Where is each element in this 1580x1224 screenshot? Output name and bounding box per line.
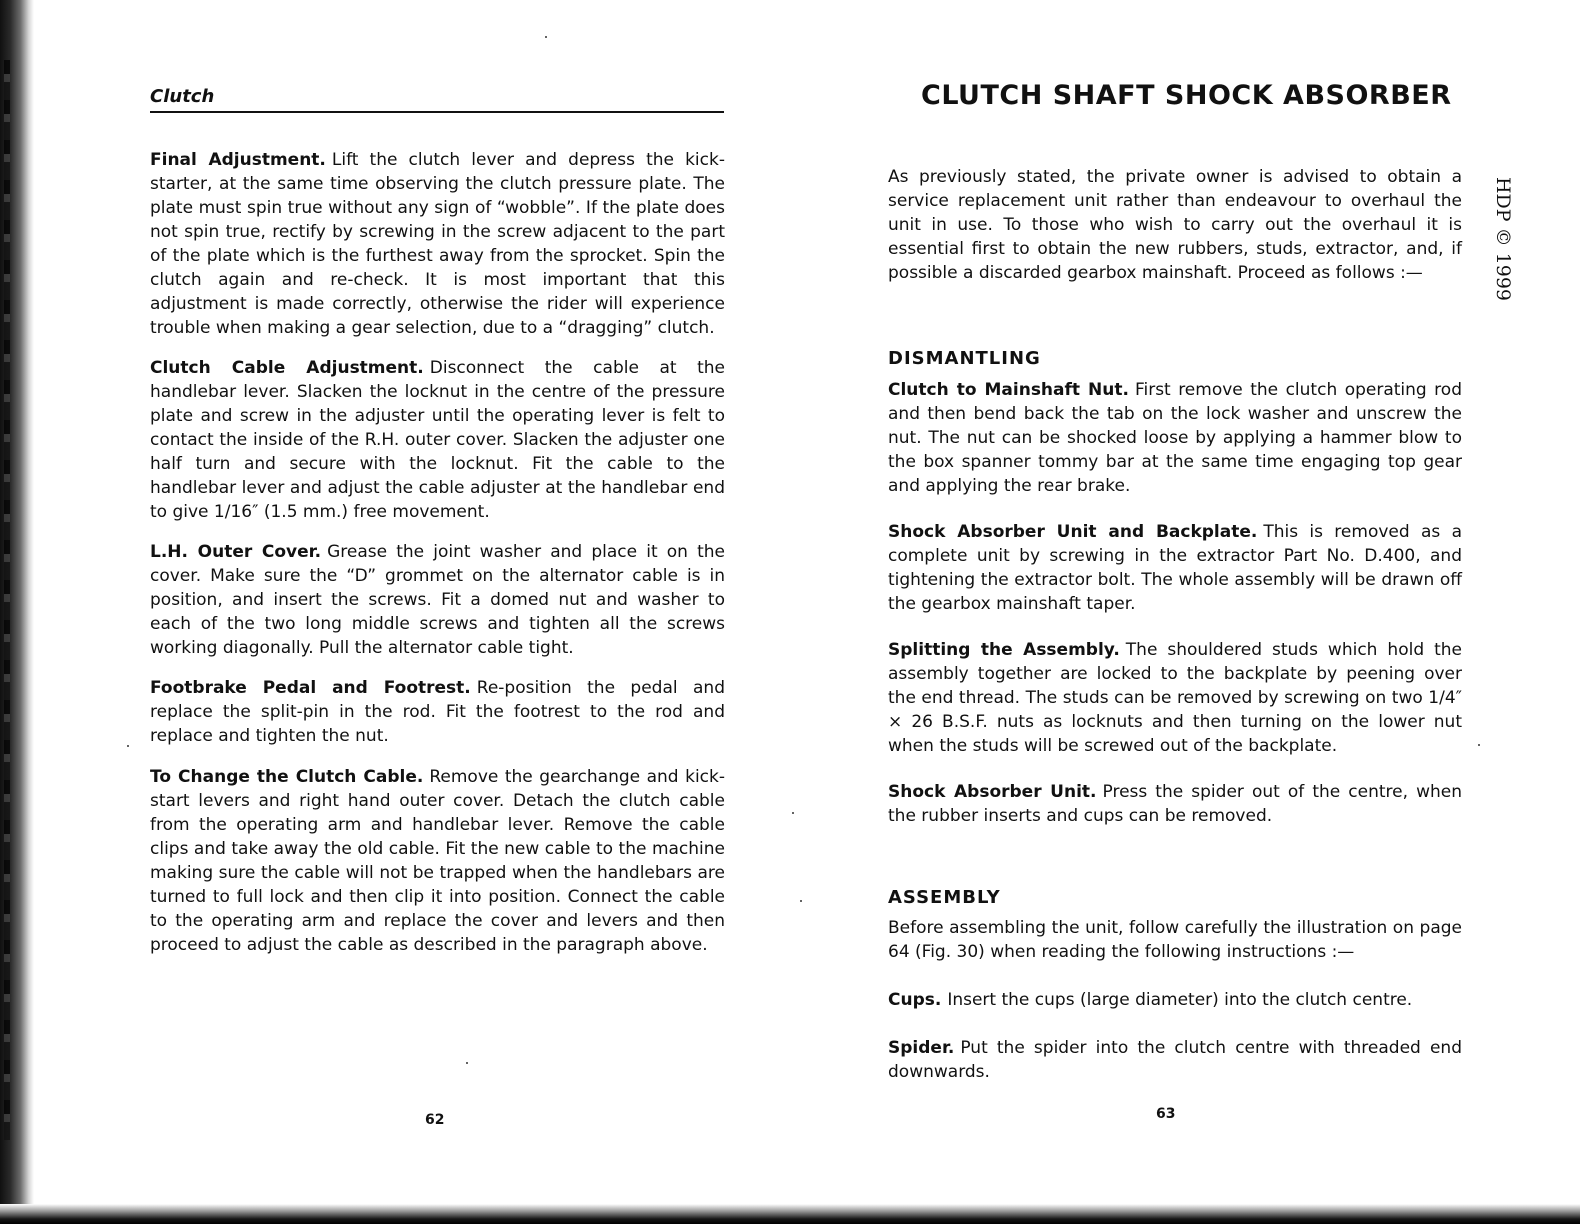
paragraph-lead: Footbrake Pedal and Footrest. [150, 678, 471, 698]
paragraph-text: First remove the clutch operating rod and then bend back the tab on the lock washer and unscrew the nut. The nut can be shocked loose by applying a hammer blow to the box spanner tommy bar at the same time engaging top gear and applying the rear brake. [888, 380, 1462, 496]
scan-speck [466, 1062, 468, 1064]
paragraph-clutch-mainshaft-nut [888, 378, 1462, 498]
running-head: Clutch [150, 86, 215, 107]
scan-speck [545, 36, 547, 38]
paragraph-text: Lift the clutch lever and depress the kick-starter, at the same time observing the clutch pressure plate. The plate must spin true without any sign of “wobble”. If the plate does not spin true, rectify by screwing in the screw adjacent to the part of the plate which is the furthest away from the sprocket. Spin the clutch again and re-check. It is most important that this adjustment is made correctly, otherwise the rider will experience trouble when making a gear selection, due to a “dragging” clutch. [150, 150, 725, 338]
left-page [150, 0, 725, 1200]
right-page [888, 0, 1468, 1200]
paragraph-text: Put the spider into the clutch centre with threaded end downwards. [888, 1038, 1462, 1082]
paragraph-text: Grease the joint washer and place it on the cover. Make sure the “D” grommet on the alternator cable is in position, and insert the screws. Fit a domed nut and washer to each of the two long middle screws and tighten all the screws working diagonally. Pull the alternator cable tight. [150, 542, 725, 658]
paragraph-lead: Cups. [888, 990, 942, 1010]
paragraph-final-adjustment [150, 148, 725, 340]
paragraph-text: Remove the gearchange and kick-start levers and right hand outer cover. Detach the clutch cable from the operating arm and handlebar lever. Remove the cable clips and take away the old cable. Fit the new cable to the machine making sure the cable will not be trapped when the handlebars are turned to full lock and then clip it into position. Connect the cable to the operating arm and replace the cover and levers and then proceed to adjust the cable as described in the paragraph above. [150, 767, 725, 955]
paragraph-text: Re-position the pedal and replace the split-pin in the rod. Fit the footrest to the rod and replace and tighten the nut. [150, 678, 725, 746]
running-head-rule [150, 111, 724, 113]
paragraph-lh-outer-cover [150, 540, 725, 660]
scan-speck [1478, 744, 1480, 746]
paragraph-text: Insert the cups (large diameter) into the clutch centre. [947, 990, 1413, 1010]
paragraph-text: Press the spider out of the centre, when the rubber inserts and cups can be removed. [888, 782, 1463, 826]
paragraph-change-clutch-cable [150, 765, 725, 957]
paragraph-lead: To Change the Clutch Cable. [150, 767, 424, 787]
paragraph-clutch-cable-adjustment [150, 356, 725, 524]
page-number: 63 [1156, 1106, 1176, 1122]
paragraph-assembly-intro: Before assembling the unit, follow carefully the illustration on page 64 (Fig. 30) when reading the following instructions :— [888, 918, 1462, 962]
paragraph-splitting-assembly [888, 638, 1462, 758]
section-heading-assembly: ASSEMBLY [888, 887, 1001, 908]
paragraph-lead: Clutch Cable Adjustment. [150, 358, 424, 378]
paragraph-lead: Spider. [888, 1038, 955, 1058]
scan-speck [792, 812, 794, 814]
paragraph-spider [888, 1036, 1462, 1084]
paragraph-lead: Clutch to Mainshaft Nut. [888, 380, 1129, 400]
copyright-notice: HDP © 1999 [1492, 176, 1514, 302]
scan-speck [800, 900, 802, 902]
paragraph-intro: As previously stated, the private owner is advised to obtain a service replacement unit rather than endeavour to overhaul the unit in use. To those who wish to carry out the overhaul it is essential first to obtain the new rubbers, studs, extractor, and, if possible a discarded gearbox mainshaft. Proceed as follows :— [888, 167, 1462, 283]
paragraph-lead: Shock Absorber Unit and Backplate. [888, 522, 1258, 542]
binding-streak [4, 60, 10, 1140]
paragraph-lead: L.H. Outer Cover. [150, 542, 322, 562]
page-number: 62 [425, 1112, 445, 1128]
page-title: CLUTCH SHAFT SHOCK ABSORBER [921, 80, 1452, 111]
scan-speck [127, 745, 129, 747]
paragraph-footbrake-pedal [150, 676, 725, 748]
paragraph-lead: Final Adjustment. [150, 150, 326, 170]
paragraph-shock-absorber-unit [888, 780, 1462, 828]
paragraph-text: The shouldered studs which hold the assembly together are locked to the backplate by peening over the end thread. The studs can be removed by screwing on two 1/4″ × 26 B.S.F. nuts as locknuts and then turning on the lower nut when the studs will be screwed out of the backplate. [888, 640, 1462, 756]
paragraph-lead: Shock Absorber Unit. [888, 782, 1097, 802]
paragraph-cups [888, 988, 1462, 1012]
paragraph-text: Disconnect the cable at the handlebar lever. Slacken the locknut in the centre of the pressure plate and screw in the adjuster until the operating lever is felt to contact the inside of the R.H. outer cover. Slacken the adjuster one half turn and secure with the locknut. Fit the cable to the handlebar lever and adjust the cable adjuster at the handlebar end to give 1/16″ (1.5 mm.) free movement. [150, 358, 725, 522]
section-heading-dismantling: DISMANTLING [888, 348, 1041, 369]
paragraph-lead: Splitting the Assembly. [888, 640, 1120, 660]
paragraph-shock-absorber-backplate [888, 520, 1462, 616]
paragraph-text: This is removed as a complete unit by screwing in the extractor Part No. D.400, and tightening the extractor bolt. The whole assembly will be drawn off the gearbox mainshaft taper. [888, 522, 1462, 614]
book-bottom-edge [0, 1204, 1580, 1224]
